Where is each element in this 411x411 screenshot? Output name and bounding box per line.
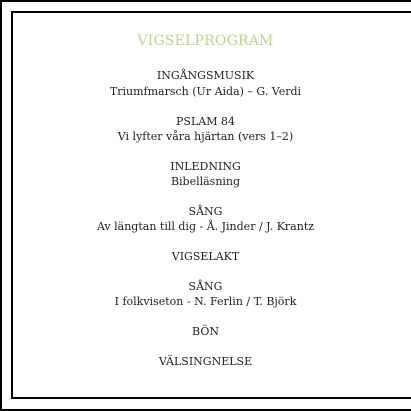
section-heading-song-1: SÅNG: [188, 205, 223, 218]
program-title: VIGSELPROGRAM: [137, 33, 274, 49]
section-heading-introduction: INLEDNING: [170, 160, 241, 173]
section-heading-prayer: BÖN: [192, 325, 219, 338]
section-heading-blessing: VÄLSINGNELSE: [158, 355, 253, 368]
section-heading-entrance-music: INGÅNGSMUSIK: [156, 69, 255, 82]
section-detail-song-2: I folkviseton - N. Ferlin / T. Björk: [114, 295, 297, 308]
section-detail-song-1: Av längtan till dig - Å. Jinder / J. Krantz: [96, 220, 315, 233]
section-detail-entrance-music: Triumfmarsch (Ur Aida) – G. Verdi: [109, 85, 302, 98]
section-heading-psalm: PSLAM 84: [176, 115, 235, 128]
section-heading-song-2: SÅNG: [188, 280, 223, 293]
section-heading-wedding-act: VIGSELAKT: [171, 250, 240, 263]
section-detail-introduction: Bibelläsning: [170, 175, 241, 188]
section-detail-psalm: Vi lyfter våra hjärtan (vers 1–2): [117, 130, 294, 143]
